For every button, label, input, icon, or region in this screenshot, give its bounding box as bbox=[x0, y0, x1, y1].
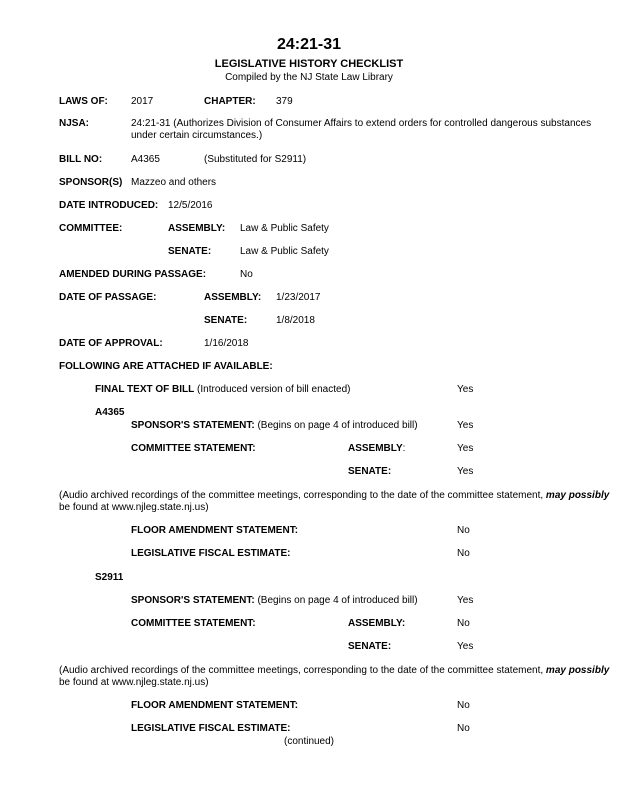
a4365-sponsor-label: SPONSOR'S STATEMENT: bbox=[131, 420, 255, 431]
final-text-value: Yes bbox=[457, 384, 474, 395]
s2911-committee-label: COMMITTEE STATEMENT: bbox=[131, 618, 256, 629]
committee-assembly-label: ASSEMBLY: bbox=[168, 223, 226, 234]
a4365-sponsor-value: Yes bbox=[457, 420, 474, 431]
chapter-label: CHAPTER: bbox=[204, 96, 256, 107]
date-of-approval-label: DATE OF APPROVAL: bbox=[59, 338, 163, 349]
bill-no-value: A4365 bbox=[131, 154, 160, 165]
a4365-heading: A4365 bbox=[95, 407, 125, 418]
final-text-note: (Introduced version of bill enacted) bbox=[197, 384, 351, 395]
date-of-approval-value: 1/16/2018 bbox=[204, 338, 249, 349]
compiled-by: Compiled by the NJ State Law Library bbox=[225, 72, 393, 83]
committee-assembly-value: Law & Public Safety bbox=[240, 223, 329, 234]
s2911-floor-value: No bbox=[457, 700, 470, 711]
a4365-fiscal-label: LEGISLATIVE FISCAL ESTIMATE: bbox=[131, 548, 291, 559]
s2911-fiscal-value: No bbox=[457, 723, 470, 734]
a4365-audio-note bbox=[59, 490, 609, 502]
committee-senate-value: Law & Public Safety bbox=[240, 246, 329, 257]
s2911-heading: S2911 bbox=[95, 572, 124, 583]
a4365-sponsor-row bbox=[131, 420, 418, 432]
a4365-floor-value: No bbox=[457, 525, 470, 536]
njsa-line-1: 24:21-31 (Authorizes Division of Consumer Affairs to extend orders for controlled dangerous substances bbox=[131, 118, 592, 129]
s2911-audio-emphasis: may possibly bbox=[545, 665, 610, 676]
s2911-senate-label: SENATE: bbox=[348, 641, 392, 652]
s2911-audio-text: (Audio archived recordings of the committee meetings, corresponding to the date of the committee statement, bbox=[59, 665, 546, 676]
date-of-passage-label: DATE OF PASSAGE: bbox=[59, 292, 157, 303]
bill-no-label: BILL NO: bbox=[59, 154, 103, 165]
s2911-sponsor-label: SPONSOR'S STATEMENT: bbox=[131, 595, 255, 606]
a4365-senate-value: Yes bbox=[457, 466, 474, 477]
final-text-row bbox=[95, 384, 350, 396]
continued-footer: (continued) bbox=[283, 736, 335, 747]
laws-of-label: LAWS OF: bbox=[59, 96, 108, 107]
sponsors-value: Mazzeo and others bbox=[131, 177, 217, 188]
amended-value: No bbox=[240, 269, 253, 280]
s2911-sponsor-row bbox=[131, 595, 418, 607]
s2911-senate-value: Yes bbox=[457, 641, 474, 652]
a4365-assembly-row bbox=[348, 443, 405, 455]
a4365-sponsor-note: (Begins on page 4 of introduced bill) bbox=[257, 420, 418, 431]
a4365-assembly-label: ASSEMBLY bbox=[348, 443, 403, 454]
a4365-audio-link-line: be found at www.njleg.state.nj.us) bbox=[59, 502, 209, 513]
chapter-value: 379 bbox=[276, 96, 293, 107]
s2911-audio-link-line: be found at www.njleg.state.nj.us) bbox=[59, 677, 209, 688]
date-introduced-value: 12/5/2016 bbox=[168, 200, 213, 211]
njsa-line-2: under certain circumstances.) bbox=[131, 130, 263, 141]
amended-label: AMENDED DURING PASSAGE: bbox=[59, 269, 207, 280]
statute-number: 24:21-31 bbox=[276, 36, 342, 53]
sponsors-label: SPONSOR(S) bbox=[59, 177, 123, 188]
passage-assembly-label: ASSEMBLY: bbox=[204, 292, 262, 303]
s2911-fiscal-label: LEGISLATIVE FISCAL ESTIMATE: bbox=[131, 723, 291, 734]
s2911-assembly-value: No bbox=[457, 618, 470, 629]
s2911-assembly-label: ASSEMBLY: bbox=[348, 618, 406, 629]
a4365-assembly-colon: : bbox=[402, 443, 406, 454]
a4365-assembly-value: Yes bbox=[457, 443, 474, 454]
bill-no-note: (Substituted for S2911) bbox=[204, 154, 307, 165]
passage-senate-label: SENATE: bbox=[204, 315, 248, 326]
page-title: LEGISLATIVE HISTORY CHECKLIST bbox=[214, 58, 404, 70]
committee-label: COMMITTEE: bbox=[59, 223, 123, 234]
njsa-label: NJSA: bbox=[59, 118, 90, 129]
a4365-audio-text: (Audio archived recordings of the committee meetings, corresponding to the date of the committee statement, bbox=[59, 490, 546, 501]
a4365-senate-label: SENATE: bbox=[348, 466, 392, 477]
date-introduced-label: DATE INTRODUCED: bbox=[59, 200, 159, 211]
s2911-audio-note bbox=[59, 665, 609, 677]
attached-heading: FOLLOWING ARE ATTACHED IF AVAILABLE: bbox=[59, 361, 273, 372]
s2911-floor-label: FLOOR AMENDMENT STATEMENT: bbox=[131, 700, 299, 711]
a4365-fiscal-value: No bbox=[457, 548, 470, 559]
passage-assembly-value: 1/23/2017 bbox=[276, 292, 321, 303]
final-text-label: FINAL TEXT OF BILL bbox=[95, 384, 195, 395]
committee-senate-label: SENATE: bbox=[168, 246, 212, 257]
passage-senate-value: 1/8/2018 bbox=[276, 315, 315, 326]
a4365-floor-label: FLOOR AMENDMENT STATEMENT: bbox=[131, 525, 299, 536]
a4365-committee-label: COMMITTEE STATEMENT: bbox=[131, 443, 256, 454]
s2911-sponsor-note: (Begins on page 4 of introduced bill) bbox=[257, 595, 418, 606]
a4365-audio-emphasis: may possibly bbox=[545, 490, 610, 501]
laws-of-value: 2017 bbox=[131, 96, 154, 107]
s2911-sponsor-value: Yes bbox=[457, 595, 474, 606]
